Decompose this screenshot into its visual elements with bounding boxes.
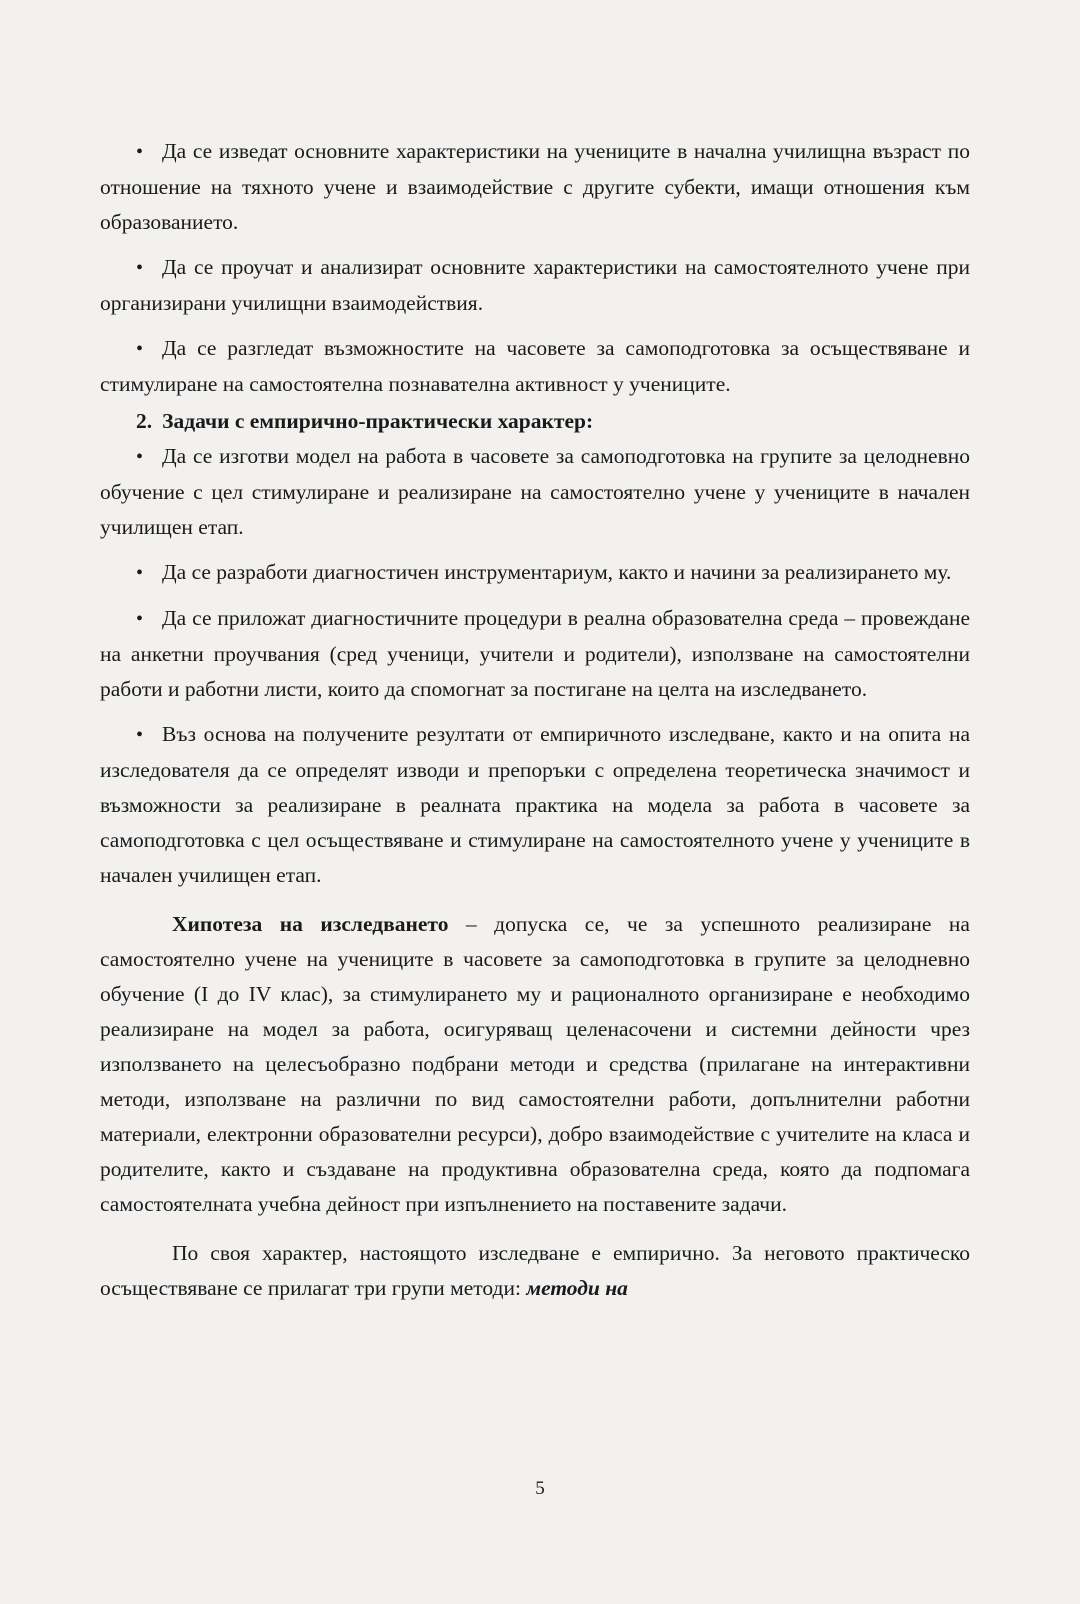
- objective-bullet-1: • Да се изведат основните характеристики на учениците в начална училищна възраст по отношение на тяхното учене и взаимодействие с другите субекти, имащи отношения към образованието.: [100, 134, 970, 240]
- bullet-icon: •: [136, 608, 144, 630]
- objective-bullet-3: • Да се разгледат възможностите на часовете за самоподготовка за осъществяване и стимулиране на самостоятелна познавателна активност у учениците.: [100, 331, 970, 402]
- bullet-icon: •: [136, 562, 144, 584]
- bullet-icon: •: [136, 724, 144, 746]
- bullet-icon: •: [136, 141, 144, 163]
- task-bullet-1: • Да се изготви модел на работа в часовете за самоподготовка на групите за целодневно обучение с цел стимулиране и реализиране на самостоятелно учене у учениците в начален училищен етап.: [100, 439, 970, 545]
- document-body: [100, 134, 970, 1306]
- bullet-icon: •: [136, 257, 144, 279]
- section-heading: 2. Задачи с емпирично-практически характер:: [136, 409, 594, 433]
- bullet-icon: •: [136, 446, 144, 468]
- bullet-icon: •: [136, 338, 144, 360]
- task-bullet-3: • Да се приложат диагностичните процедури в реална образователна среда – провеждане на анкетни проучвания (сред ученици, учители и родители), използване на самостоятелни работи и работни листи, които да спомогнат за постигане на целта на изследването.: [100, 601, 970, 707]
- objective-bullet-2: • Да се проучат и анализират основните характеристики на самостоятелното учене при организирани училищни взаимодействия.: [100, 250, 970, 321]
- task-bullet-4: • Въз основа на получените резултати от емпиричното изследване, както и на опита на изследователя да се определят изводи и препоръки с определена теоретическа значимост и възможности за реализиране в реалната практика на модела за работа в часовете за самоподготовка с цел осъществяване и стимулиране на самостоятелното учене у учениците в начален училищен етап.: [100, 717, 970, 893]
- methods-paragraph: По своя характер, настоящото изследване е емпирично. За неговото практическо осъществяване се прилагат три групи методи: методи на: [100, 1241, 970, 1300]
- page-number: 5: [535, 1478, 545, 1499]
- task-bullet-2: • Да се разработи диагностичен инструментариум, както и начини за реализирането му.: [100, 555, 970, 591]
- hypothesis-paragraph: Хипотеза на изследването – допуска се, че за успешното реализиране на самостоятелно учене на учениците в часовете за самоподготовка в групите за целодневно обучение (I до IV клас), за стимулирането му и рационалното организиране е необходимо реализиране на модел за работа, осигуряващ целенасочени и системни дейности чрез използването на целесъобразно подбрани методи и средства (прилагане на интерактивни методи, използване на различни по вид самостоятелни работи, допълнителни работни материали, електронни образователни ресурси), добро взаимодействие с учителите на класа и родителите, както и създаване на продуктивна образователна среда, която да подпомага самостоятелната учебна дейност при изпълнението на поставените задачи.: [100, 912, 970, 1216]
